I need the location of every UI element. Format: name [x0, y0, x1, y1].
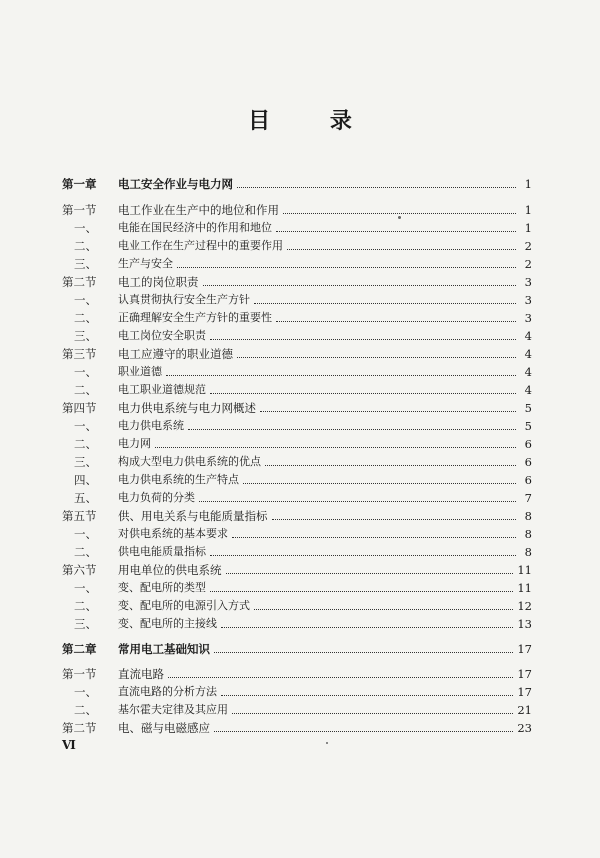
dot-leader [232, 713, 513, 714]
toc-section-entry [62, 344, 532, 362]
dot-leader [272, 519, 517, 520]
entry-page-number: 8 [524, 545, 532, 559]
entry-title: 变、配电所的电源引入方式 [118, 599, 250, 612]
toc-item-entry [62, 596, 532, 614]
entry-page-number: 11 [517, 563, 532, 577]
entry-title: 职业道德 [118, 365, 162, 378]
entry-page-number: 17 [517, 667, 532, 681]
dot-leader [276, 321, 516, 322]
dot-leader [155, 447, 516, 448]
entry-label: 二、 [74, 599, 97, 613]
entry-page-number: 1 [524, 177, 532, 191]
toc-item-entry [62, 682, 532, 700]
entry-label: 第二节 [62, 275, 97, 289]
entry-title: 构成大型电力供电系统的优点 [118, 455, 261, 468]
toc-item-entry [62, 362, 532, 380]
entry-label: 五、 [74, 491, 97, 505]
entry-title: 电工职业道德规范 [118, 383, 206, 396]
entry-label: 二、 [74, 703, 97, 717]
entry-title: 变、配电所的类型 [118, 581, 206, 594]
print-speck [398, 216, 401, 219]
dot-leader [254, 609, 513, 610]
toc-chapter-entry [62, 174, 532, 192]
dot-leader [203, 285, 517, 286]
dot-leader [221, 627, 513, 628]
dot-leader [210, 591, 513, 592]
entry-page-number: 3 [524, 293, 532, 307]
dot-leader [226, 573, 514, 574]
entry-title: 电工岗位安全职责 [118, 329, 206, 342]
dot-leader [276, 231, 516, 232]
page-folio: Ⅵ [62, 738, 76, 752]
toc-item-entry [62, 254, 532, 272]
entry-label: 二、 [74, 383, 97, 397]
entry-title: 常用电工基础知识 [118, 642, 210, 656]
entry-title: 电工作业在生产中的地位和作用 [118, 203, 279, 217]
entry-title: 电、磁与电磁感应 [118, 721, 210, 735]
entry-title: 对供电系统的基本要求 [118, 527, 228, 540]
entry-page-number: 4 [524, 347, 532, 361]
entry-label: 第一节 [62, 667, 97, 681]
dot-leader [210, 393, 516, 394]
toc-section-entry [62, 200, 532, 218]
toc-item-entry [62, 308, 532, 326]
entry-label: 三、 [74, 617, 97, 631]
dot-leader [210, 339, 516, 340]
toc-item-entry [62, 434, 532, 452]
entry-page-number: 2 [524, 239, 532, 253]
entry-title: 电工安全作业与电力网 [118, 177, 233, 191]
entry-page-number: 3 [524, 275, 532, 289]
entry-title: 电力供电系统 [118, 419, 184, 432]
entry-page-number: 6 [524, 437, 532, 451]
entry-page-number: 17 [517, 642, 532, 656]
toc-section-entry [62, 560, 532, 578]
entry-label: 一、 [74, 365, 97, 379]
entry-title: 正确理解安全生产方针的重要性 [118, 311, 272, 324]
dot-leader [283, 213, 516, 214]
toc-item-entry [62, 578, 532, 596]
page-title: 目 录 [248, 108, 378, 134]
dot-leader [168, 677, 513, 678]
entry-label: 一、 [74, 685, 97, 699]
dot-leader [188, 429, 516, 430]
dot-leader [210, 555, 516, 556]
toc-item-entry [62, 488, 532, 506]
toc-chapter-entry [62, 639, 532, 657]
entry-page-number: 11 [517, 581, 532, 595]
toc-section-entry [62, 664, 532, 682]
entry-label: 二、 [74, 545, 97, 559]
entry-page-number: 1 [524, 221, 532, 235]
entry-page-number: 13 [517, 617, 532, 631]
entry-label: 一、 [74, 293, 97, 307]
toc-item-entry [62, 290, 532, 308]
dot-leader [221, 695, 513, 696]
dot-leader [287, 249, 516, 250]
entry-page-number: 4 [524, 365, 532, 379]
dot-leader [232, 537, 516, 538]
entry-label: 第六节 [62, 563, 97, 577]
dot-leader [265, 465, 516, 466]
entry-label: 第二章 [62, 642, 97, 656]
entry-label: 三、 [74, 455, 97, 469]
dot-leader [260, 411, 516, 412]
dot-leader [166, 375, 516, 376]
entry-page-number: 7 [524, 491, 532, 505]
dot-leader [243, 483, 516, 484]
entry-page-number: 2 [524, 257, 532, 271]
toc-item-entry [62, 542, 532, 560]
entry-label: 一、 [74, 581, 97, 595]
entry-title: 供电电能质量指标 [118, 545, 206, 558]
entry-label: 二、 [74, 239, 97, 253]
entry-title: 生产与安全 [118, 257, 173, 270]
entry-label: 第五节 [62, 509, 97, 523]
toc-item-entry [62, 524, 532, 542]
entry-page-number: 8 [524, 527, 532, 541]
dot-leader [237, 357, 516, 358]
dot-leader [214, 652, 513, 653]
entry-title: 电力供电系统的生产特点 [118, 473, 239, 486]
entry-label: 二、 [74, 437, 97, 451]
entry-label: 一、 [74, 527, 97, 541]
entry-label: 第一章 [62, 177, 97, 191]
toc-item-entry [62, 452, 532, 470]
toc-item-entry [62, 614, 532, 632]
entry-label: 一、 [74, 419, 97, 433]
toc-section-entry [62, 506, 532, 524]
dot-leader [199, 501, 516, 502]
toc-item-entry [62, 380, 532, 398]
dot-leader [177, 267, 516, 268]
dot-leader [237, 187, 516, 188]
entry-page-number: 12 [517, 599, 532, 613]
entry-label: 一、 [74, 221, 97, 235]
entry-title: 基尔霍夫定律及其应用 [118, 703, 228, 716]
entry-title: 电力负荷的分类 [118, 491, 195, 504]
entry-title: 电力网 [118, 437, 151, 450]
toc-section-entry [62, 272, 532, 290]
entry-title: 电工的岗位职责 [118, 275, 199, 289]
toc-section-entry [62, 398, 532, 416]
entry-page-number: 4 [524, 329, 532, 343]
dot-leader [254, 303, 516, 304]
entry-label: 三、 [74, 257, 97, 271]
entry-page-number: 21 [517, 703, 532, 717]
entry-page-number: 23 [517, 721, 532, 735]
entry-label: 第四节 [62, 401, 97, 415]
toc-item-entry [62, 700, 532, 718]
entry-page-number: 3 [524, 311, 532, 325]
toc-item-entry [62, 326, 532, 344]
entry-title: 变、配电所的主接线 [118, 617, 217, 630]
entry-page-number: 17 [517, 685, 532, 699]
entry-label: 第三节 [62, 347, 97, 361]
entry-label: 第二节 [62, 721, 97, 735]
toc-item-entry [62, 470, 532, 488]
entry-title: 供、用电关系与电能质量指标 [118, 509, 268, 523]
entry-title: 电业工作在生产过程中的重要作用 [118, 239, 283, 252]
print-speck [326, 742, 328, 744]
toc-item-entry [62, 236, 532, 254]
entry-title: 用电单位的供电系统 [118, 563, 222, 577]
toc-item-entry [62, 218, 532, 236]
entry-page-number: 1 [524, 203, 532, 217]
entry-label: 第一节 [62, 203, 97, 217]
entry-page-number: 4 [524, 383, 532, 397]
entry-label: 三、 [74, 329, 97, 343]
entry-page-number: 5 [524, 419, 532, 433]
entry-page-number: 6 [524, 455, 532, 469]
toc-item-entry [62, 416, 532, 434]
entry-title: 认真贯彻执行安全生产方针 [118, 293, 250, 306]
entry-title: 电工应遵守的职业道德 [118, 347, 233, 361]
entry-page-number: 6 [524, 473, 532, 487]
entry-page-number: 8 [524, 509, 532, 523]
dot-leader [214, 731, 513, 732]
entry-label: 二、 [74, 311, 97, 325]
toc-section-entry [62, 718, 532, 736]
entry-title: 直流电路 [118, 667, 164, 681]
entry-title: 直流电路的分析方法 [118, 685, 217, 698]
entry-title: 电力供电系统与电力网概述 [118, 401, 256, 415]
entry-label: 四、 [74, 473, 97, 487]
entry-page-number: 5 [524, 401, 532, 415]
entry-title: 电能在国民经济中的作用和地位 [118, 221, 272, 234]
